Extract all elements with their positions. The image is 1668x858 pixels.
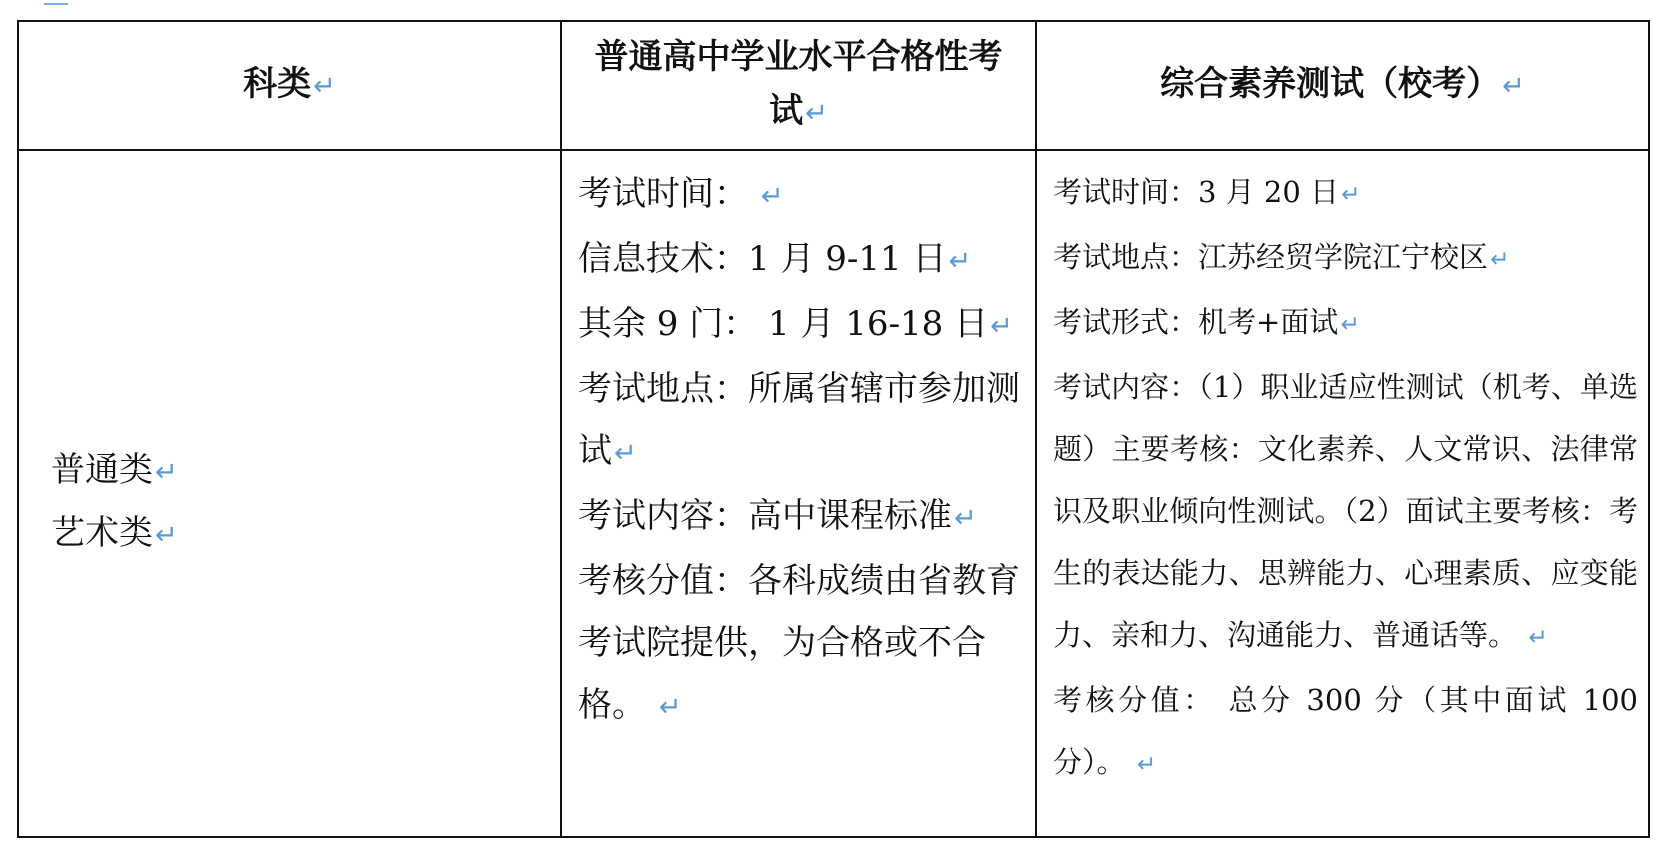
exam-location: 考试地点：所属省辖市参加测试↵ <box>578 369 1020 471</box>
header-cell-category <box>18 21 561 150</box>
paragraph-mark-icon: ↵ <box>1341 181 1361 208</box>
test-format: 考试形式：机考+面试↵ <box>1053 305 1360 339</box>
paragraph-mark-icon: ↵ <box>1528 624 1548 651</box>
category-cell <box>18 150 561 837</box>
paragraph-mark-icon: ↵ <box>155 519 178 551</box>
it-exam-schedule: 信息技术：1 月 9-11 日↵ <box>578 239 972 279</box>
paragraph-mark-icon: ↵ <box>313 71 336 102</box>
paragraph-mark-icon: ↵ <box>1490 246 1510 273</box>
other-exam-schedule: 其余 9 门： 1 月 16-18 日↵ <box>578 304 1013 344</box>
paragraph-mark-icon: ↵ <box>954 503 977 534</box>
category-item: 艺术类↵ <box>51 512 178 553</box>
corner-mark <box>44 0 68 5</box>
category-item: 普通类↵ <box>51 449 178 490</box>
paragraph-mark-icon: ↵ <box>155 456 178 488</box>
paragraph-mark-icon: ↵ <box>658 692 682 723</box>
header-academic-exam-label: 普通高中学业水平合格性考试↵ <box>594 37 1003 131</box>
header-comprehensive-test-label: 综合素养测试（校考）↵ <box>1160 64 1525 104</box>
test-time: 考试时间：3 月 20 日↵ <box>1053 175 1361 209</box>
paragraph-mark-icon: ↵ <box>614 438 637 469</box>
comprehensive-test-details <box>1037 151 1648 796</box>
header-category-label: 科类↵ <box>243 64 336 104</box>
exam-content: 考试内容：高中课程标准↵ <box>578 496 977 536</box>
table-header-row <box>18 21 1649 150</box>
test-content: 考试内容：（1）职业适应性测试（机考、单选题）主要考核：文化素养、人文常识、法律常识及职业倾向性测试。（2）面试主要考核：考生的表达能力、思辨能力、心理素质、应变能力、亲和力、沟通能力、普通话等。 ↵ <box>1053 370 1638 652</box>
table-body-row <box>18 150 1649 837</box>
academic-exam-cell <box>561 150 1036 837</box>
paragraph-mark-icon: ↵ <box>1136 751 1157 778</box>
header-cell-comprehensive-test <box>1036 21 1649 150</box>
exam-score: 考核分值：各科成绩由省教育考试院提供，为合格或不合格。 ↵ <box>578 561 1020 725</box>
paragraph-mark-icon: ↵ <box>990 311 1013 342</box>
test-score: 考核分值： 总分 300 分（其中面试 100 分）。 ↵ <box>1053 683 1638 779</box>
comprehensive-test-cell <box>1036 150 1649 837</box>
paragraph-mark-icon: ↵ <box>1502 71 1525 102</box>
exam-time-label: 考试时间： ↵ <box>578 174 784 214</box>
paragraph-mark-icon: ↵ <box>760 181 784 212</box>
category-list <box>19 422 560 566</box>
academic-exam-details <box>562 151 1036 739</box>
paragraph-mark-icon: ↵ <box>948 246 972 277</box>
test-location: 考试地点：江苏经贸学院江宁校区↵ <box>1053 240 1510 274</box>
paragraph-mark-icon: ↵ <box>1340 311 1360 338</box>
paragraph-mark-icon: ↵ <box>805 98 828 129</box>
exam-arrangement-table <box>17 20 1650 838</box>
header-cell-academic-exam <box>561 21 1036 150</box>
